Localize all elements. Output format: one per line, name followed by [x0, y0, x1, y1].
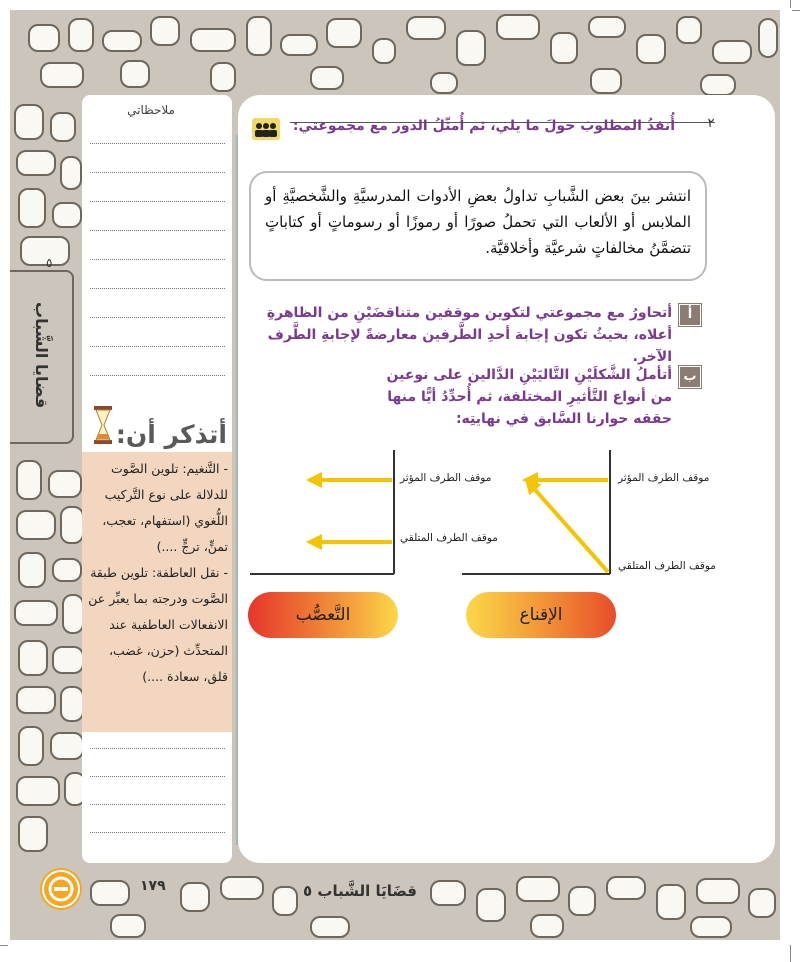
note-line [90, 317, 225, 318]
group-work-icon [252, 118, 280, 140]
persuasion-recipient-label: موقف الطرف المتلقي [618, 560, 716, 572]
notes-title: ملاحظاتي [127, 103, 175, 117]
note-line [90, 143, 225, 144]
column-divider [236, 135, 238, 845]
fanaticism-label: التَّعصُّب [248, 592, 398, 638]
question-b-text: أتأملُ الشَّكلَيْنِ التَّاليَيْنِ الدَّالين على نوعين من أنواع التَّأثيرِ المختلفة، ثم أُحدِّدُ أيًّا منها حققه حوارنا السَّابق في نهايتِه: [386, 367, 672, 427]
crop-mark [792, 10, 800, 11]
note-line [90, 288, 225, 289]
persuasion-label: الإقناع [466, 592, 616, 638]
persuasion-recipient-arrow [530, 484, 608, 572]
question-b-badge: ب [679, 366, 701, 388]
fanaticism-diagram [250, 450, 394, 574]
persuasion-diagram [462, 450, 610, 574]
page-number: ١٧٩ [140, 878, 166, 894]
remember-item: - التَّنغيم: تلوين الصَّوت للدلالة على نوع التَّركيب اللُّغوي (استفهام، تعجب، تمنٍّ، ترجٍّ ....) [102, 461, 228, 554]
task-instruction: أُنفذُ المطلوبَ حولَ ما يلي، ثم أُمثّلُ الدور مع مجموعتي: [292, 118, 675, 134]
note-line [90, 832, 225, 833]
hourglass-icon [93, 406, 113, 444]
question-a-text: أتحاورُ مع مجموعتي لتكوين موقفين متناقضَيْنِ من الظاهرةِ أعلاه، بحيثُ تكون إجابة أحدِ الطَّرفين معارضةً لإجابةِ الطَّرف الآخر. [266, 305, 672, 365]
influence-diagrams [240, 440, 680, 590]
footer-chapter-title: قضَايَا الشَّباب ٥ [303, 882, 417, 900]
fanaticism-influencer-label: موقف الطرف المؤثر [400, 472, 492, 484]
question-a-badge: أ [679, 304, 701, 326]
note-line [90, 748, 225, 749]
crop-mark [790, 945, 791, 962]
note-line [90, 804, 225, 805]
task-number: ٢ [707, 116, 715, 131]
note-line [90, 230, 225, 231]
note-line [90, 346, 225, 347]
note-line [90, 776, 225, 777]
scenario-box: انتشر بينَ بعض الشَّبابِ تداولُ بعضِ الأدوات المدرسيَّةِ والشَّخصيَّةِ أو الملابس أو الألعاب التي تحملُ صورًا أو رموزًا أو رسوماتٍ أو كتاباتٍ تتضمَّنُ مخالفاتٍ شرعيَّة وأخلاقيَّة. [249, 171, 707, 281]
note-line [90, 201, 225, 202]
publisher-logo-icon [42, 870, 80, 908]
remember-item: - نقل العاطفة: تلوين طبقة الصَّوت ودرجته بما يعبِّر عن الانفعالات العاطفية عند المتحدِّث (حزن، غضب، قلق، سعادة ....) [88, 565, 228, 684]
remember-list [88, 456, 228, 690]
note-line [90, 259, 225, 260]
persuasion-influencer-label: موقف الطرف المؤثر [618, 472, 710, 484]
chapter-side-tab-label: قضايا الشَّباب [32, 301, 51, 409]
note-line [90, 375, 225, 376]
fanaticism-recipient-label: موقف الطرف المتلقي [400, 532, 498, 544]
chapter-side-tab-number: ٥ [46, 256, 53, 270]
crop-mark [0, 945, 8, 946]
crop-mark [790, 0, 791, 8]
remember-title: أتذكر أن: [115, 420, 227, 449]
note-line [90, 172, 225, 173]
